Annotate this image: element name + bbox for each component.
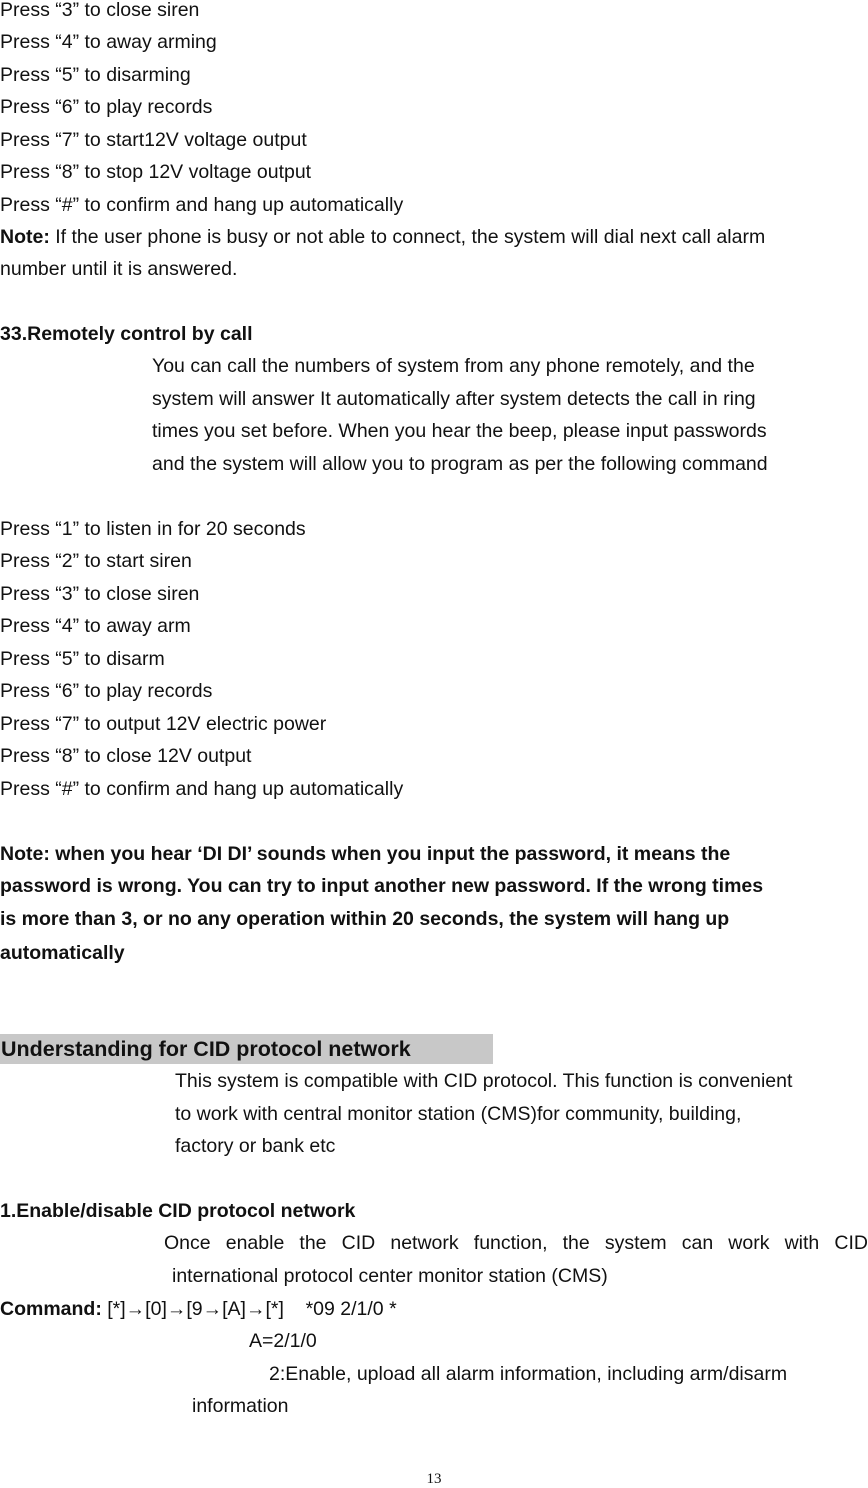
section-paragraph-line: factory or bank etc	[175, 1135, 336, 1157]
list-item: Press “5” to disarm	[0, 648, 165, 670]
section-paragraph-line: You can call the numbers of system from any phone remotely, and the	[152, 355, 755, 377]
warning-note-line: is more than 3, or no any operation within 20 seconds, the system will hang up	[0, 908, 730, 930]
option-description-continued: information	[192, 1395, 289, 1417]
section-paragraph-line: This system is compatible with CID protocol. This function is convenient	[175, 1070, 793, 1092]
list-item: Press “4” to away arming	[0, 31, 217, 53]
option-description: 2:Enable, upload all alarm information, including arm/disarm	[269, 1363, 788, 1385]
warning-note-line: automatically	[0, 942, 125, 964]
note-text: If the user phone is busy or not able to connect, the system will dial next call alarm	[49, 226, 766, 248]
list-item: Press “6” to play records	[0, 680, 213, 702]
list-item: Press “3” to close siren	[0, 0, 200, 21]
list-item: Press “2” to start siren	[0, 550, 192, 572]
list-item: Press “8” to stop 12V voltage output	[0, 161, 312, 183]
note-paragraph	[0, 224, 765, 250]
list-item: Press “1” to listen in for 20 seconds	[0, 518, 306, 540]
list-item: Press “5” to disarming	[0, 64, 191, 86]
list-item: Press “3” to close siren	[0, 583, 200, 605]
command-code: *09 2/1/0 *	[305, 1298, 397, 1320]
list-item: Press “4” to away arm	[0, 615, 191, 637]
section-paragraph-line: times you set before. When you hear the beep, please input passwords	[152, 420, 767, 442]
list-item: Press “#” to confirm and hang up automatically	[0, 778, 404, 800]
note-text-continued: number until it is answered.	[0, 258, 238, 280]
parameter-value: A=2/1/0	[249, 1330, 317, 1352]
section-paragraph-line: system will answer It automatically after system detects the call in ring	[152, 388, 756, 410]
list-item: Press “8” to close 12V output	[0, 745, 252, 767]
section-heading: Understanding for CID protocol network	[0, 1034, 493, 1064]
list-item: Press “7” to start12V voltage output	[0, 129, 307, 151]
subsection-paragraph-line: international protocol center monitor station (CMS)	[172, 1265, 608, 1287]
note-label: Note:	[0, 226, 50, 248]
command-sequence: [*]→[0]→[9→[A]→[*]	[101, 1298, 306, 1320]
command-line	[0, 1296, 397, 1322]
warning-note-line: Note: when you hear ‘DI DI’ sounds when you input the password, it means the	[0, 843, 731, 865]
section-title: 33.Remotely control by call	[0, 323, 253, 345]
subsection-title: 1.Enable/disable CID protocol network	[0, 1200, 356, 1222]
list-item: Press “6” to play records	[0, 96, 213, 118]
list-item: Press “#” to confirm and hang up automatically	[0, 194, 404, 216]
warning-note-line: password is wrong. You can try to input another new password. If the wrong times	[0, 875, 764, 897]
page-number: 13	[426, 1471, 442, 1487]
command-label: Command:	[0, 1298, 102, 1320]
section-paragraph-line: to work with central monitor station (CMS)for community, building,	[175, 1103, 742, 1125]
list-item: Press “7” to output 12V electric power	[0, 713, 327, 735]
section-paragraph-line: and the system will allow you to program as per the following command	[152, 453, 768, 475]
subsection-paragraph-line: Once enable the CID network function, the system can work with CID	[164, 1232, 868, 1254]
